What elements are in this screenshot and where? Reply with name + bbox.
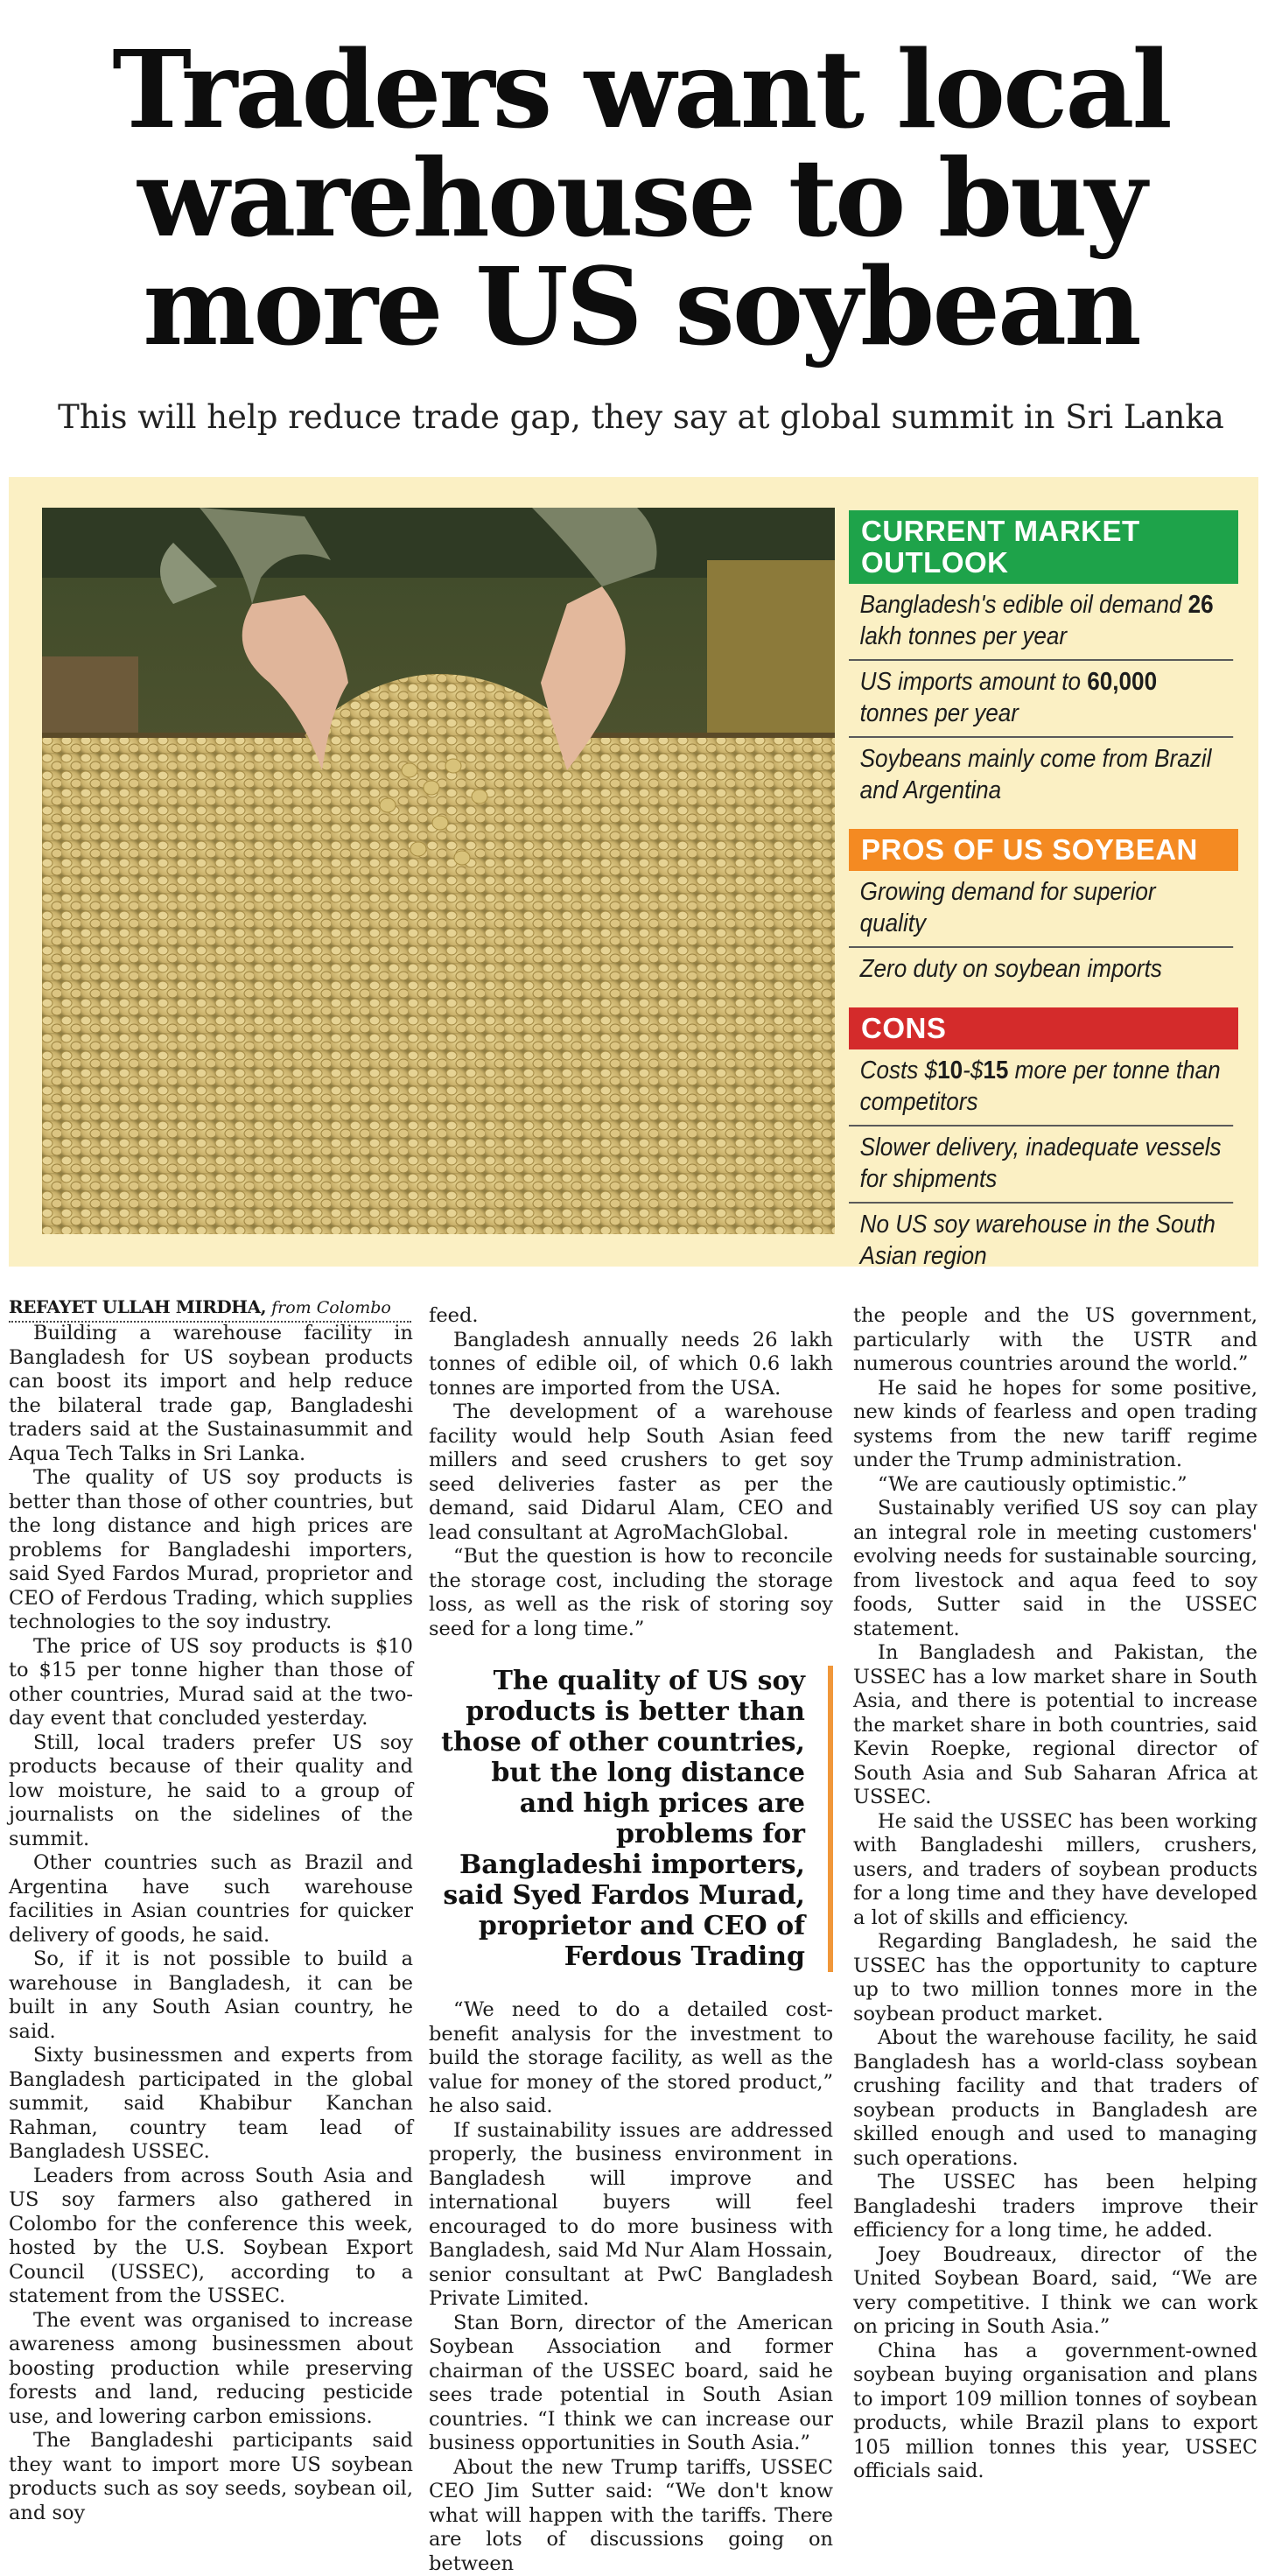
cons-list xyxy=(849,1049,1238,1279)
paragraph: The event was organised to increase awareness among businessmen about boosting production while preserving forests and land, reducing pesticide use, and lowering carbon emissions. xyxy=(9,2309,413,2430)
current-item-1: Bangladesh's edible oil demand 26 lakh tonnes per year xyxy=(849,584,1233,661)
paragraph: the people and the US government, particularly with the USTR and numerous countries around the world.” xyxy=(853,1304,1257,1377)
headline-line-2: warehouse to buy xyxy=(0,144,1282,252)
paragraph: China has a government-owned soybean buying organisation and plans to import 109 million tonnes of soybean products, while Brazil plans to export 105 million tonnes this year, USSEC officials said. xyxy=(853,2340,1257,2484)
paragraph: “We need to do a detailed cost-benefit analysis for the investment to build the storage facility, as well as the value for money of the stored product,” he also said. xyxy=(429,1998,833,2119)
paragraph: Sixty businessmen and experts from Bangladesh participated in the global summit, said Khabibur Kanchan Rahman, country team lead of Bangladesh USSEC. xyxy=(9,2044,413,2165)
paragraph: The USSEC has been helping Bangladeshi traders improve their efficiency for a long time, he added. xyxy=(853,2171,1257,2243)
cons-heading: CONS xyxy=(849,1007,1238,1049)
paragraph: Bangladesh annually needs 26 lakh tonnes of edible oil, of which 0.6 lakh tonnes are imported from the USA. xyxy=(429,1329,833,1401)
paragraph: About the warehouse facility, he said Bangladesh has a world-class soybean crushing facility and that traders of soybean products in Bangladesh are skilled enough and used to managing such operations. xyxy=(853,2026,1257,2171)
cons-item-1: Costs $10-$15 more per tonne than competitors xyxy=(849,1049,1233,1127)
paragraph: “But the question is how to reconcile the storage cost, including the storage loss, as well as the risk of storing soy seed for a long time.” xyxy=(429,1545,833,1641)
soybean-photo xyxy=(42,508,835,1234)
paragraph: Sustainably verified US soy can play an integral role in meeting customers' evolving needs for sustainable sourcing, from livestock and aqua feed to soy foods, Sutter said in the USSEC statement. xyxy=(853,1497,1257,1641)
paragraph: feed. xyxy=(429,1304,833,1329)
headline xyxy=(0,35,1282,361)
subheadline: This will help reduce trade gap, they say at global summit in Sri Lanka xyxy=(0,398,1282,436)
cons-item-3: No US soy warehouse in the South Asian region xyxy=(849,1204,1233,1279)
current-item-3: Soybeans mainly come from Brazil and Argentina xyxy=(849,738,1233,813)
paragraph: The quality of US soy products is better than those of other countries, but the long distance and high prices are problems for Bangladeshi importers, said Syed Fardos Murad, proprietor and CEO of Ferdous Trading, which supplies technologies to the soy industry. xyxy=(9,1466,413,1635)
paragraph: The price of US soy products is $10 to $15 per tonne higher than those of other countries, Murad said at the two-day event that concluded yesterday. xyxy=(9,1635,413,1731)
paragraph: So, if it is not possible to build a warehouse in Bangladesh, it can be built in any South Asian country, he said. xyxy=(9,1948,413,2044)
byline xyxy=(9,1295,411,1323)
soybean-hands-image xyxy=(42,508,835,1234)
current-market-list xyxy=(849,584,1238,813)
paragraph: Other countries such as Brazil and Argentina have such warehouse facilities in Asian countries for quicker delivery of goods, he said. xyxy=(9,1851,413,1948)
byline-author: REFAYET ULLAH MIRDHA, xyxy=(9,1296,266,1317)
article-column-1 xyxy=(9,1322,413,2525)
cons-item-2: Slower delivery, inadequate vessels for shipments xyxy=(849,1127,1233,1204)
paragraph: Regarding Bangladesh, he said the USSEC has the opportunity to capture up to two million tonnes more in the soybean product market. xyxy=(853,1930,1257,2026)
current-item-2: US imports amount to 60,000 tonnes per year xyxy=(849,661,1233,738)
paragraph: He said he hopes for some positive, new kinds of fearless and open trading systems from the new tariff regime under the Trump administration. xyxy=(853,1377,1257,1473)
paragraph: If sustainability issues are addressed properly, the business environment in Bangladesh will improve and international buyers will feel encouraged to do more business with Bangladesh, said Md Nur Alam Hossain, senior consultant at PwC Bangladesh Private Limited. xyxy=(429,2119,833,2312)
current-market-heading: CURRENT MARKET OUTLOOK xyxy=(849,510,1238,584)
paragraph: The Bangladeshi participants said they want to import more US soybean products such as soy seeds, soybean oil, and soy xyxy=(9,2429,413,2525)
paragraph: Leaders from across South Asia and US soy farmers also gathered in Colombo for the conference this week, hosted by the U.S. Soybean Export Council (USSEC), according to a statement from the USSEC. xyxy=(9,2165,413,2309)
pros-heading: PROS OF US SOYBEAN xyxy=(849,829,1238,871)
paragraph: Building a warehouse facility in Bangladesh for US soybean products can boost its import and help reduce the bilateral trade gap, Bangladeshi traders said at the Sustainasummit and Aqua Tech Talks in Sri Lanka. xyxy=(9,1322,413,1466)
paragraph: In Bangladesh and Pakistan, the USSEC has a low market share in South Asia, and there is potential to increase the market share in both countries, said Kevin Roepke, regional director of South Asia and Sub Saharan Africa at USSEC. xyxy=(853,1641,1257,1810)
pros-list xyxy=(849,871,1238,992)
paragraph: About the new Trump tariffs, USSEC CEO Jim Sutter said: “We don't know what will happen with the tariffs. There are lots of discussions going on between xyxy=(429,2456,833,2576)
paragraph: “We are cautiously optimistic.” xyxy=(853,1473,1257,1498)
article-column-3 xyxy=(853,1304,1257,2484)
infobox xyxy=(9,477,1258,1267)
paragraph: Joey Boudreaux, director of the United Soybean Board, said, “We are very competitive. I think we can work on pricing in South Asia.” xyxy=(853,2243,1257,2340)
headline-line-3: more US soybean xyxy=(0,252,1282,361)
article-column-2 xyxy=(429,1304,833,2576)
pros-item-1: Growing demand for superior quality xyxy=(849,871,1233,948)
headline-line-1: Traders want local xyxy=(0,35,1282,144)
byline-location: from Colombo xyxy=(266,1298,391,1317)
pros-item-2: Zero duty on soybean imports xyxy=(849,948,1233,992)
paragraph: Stan Born, director of the American Soybean Association and former chairman of the USSEC board, said he sees trade potential in South Asian countries. “I think we can increase our business opportunities in South Asia.” xyxy=(429,2312,833,2456)
paragraph: The development of a warehouse facility would help South Asian feed millers and seed crushers to get soy seed deliveries faster as per the demand, said Didarul Alam, CEO and lead consultant at AgroMachGlobal. xyxy=(429,1400,833,1545)
market-sidebar xyxy=(849,510,1238,1279)
pull-quote: The quality of US soy products is better than those of other countries, but the long distance and high prices are problems for Bangladeshi importers, said Syed Fardos Murad, proprietor and CEO of Ferdous Trading xyxy=(429,1666,833,1972)
paragraph: He said the USSEC has been working with Bangladeshi millers, crushers, users, and traders of soybean products for a long time and they have developed a lot of skills and efficiency. xyxy=(853,1810,1257,1931)
paragraph: Still, local traders prefer US soy products because of their quality and low moisture, he said to a group of journalists on the sidelines of the summit. xyxy=(9,1731,413,1852)
